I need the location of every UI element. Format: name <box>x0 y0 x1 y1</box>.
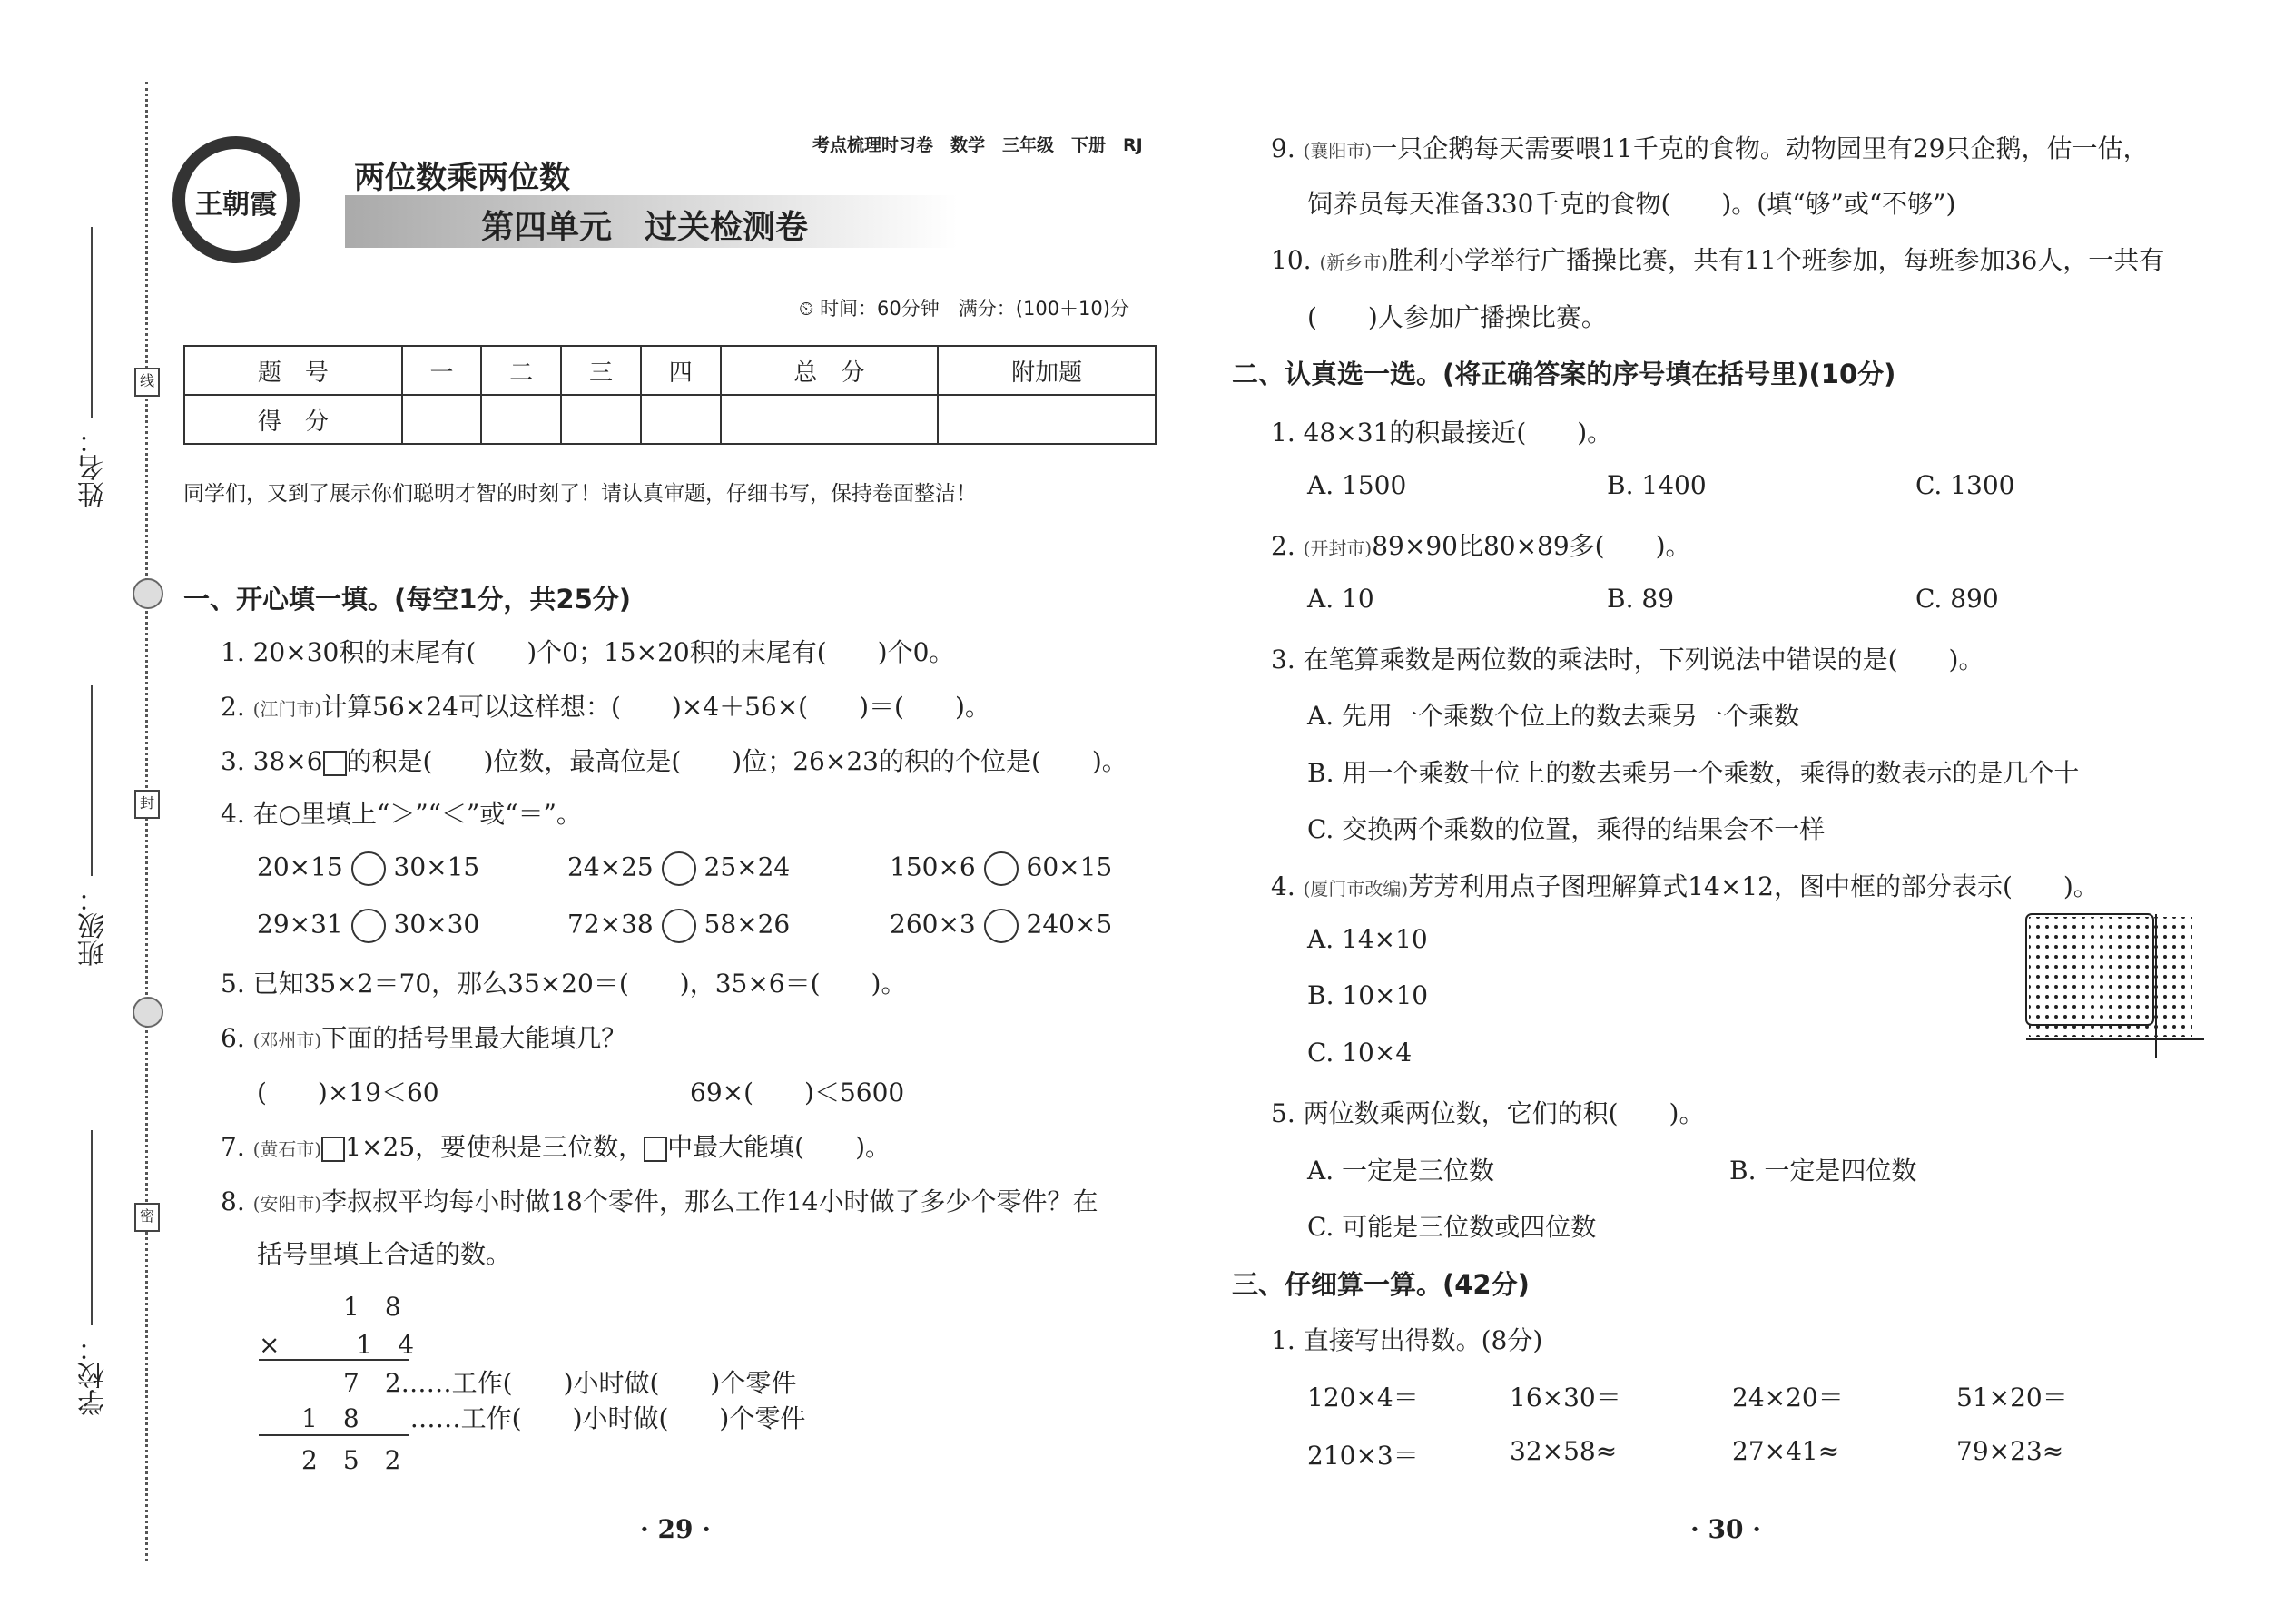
binding-line <box>145 82 148 1561</box>
score-table <box>183 345 1157 445</box>
name-field[interactable] <box>91 227 93 418</box>
option[interactable]: A. 10 <box>1307 584 1374 614</box>
question-5: 5. 已知35×2＝70，那么35×20＝( )，35×6＝( )。 <box>221 969 907 999</box>
dot-grid-figure <box>2024 912 2206 1062</box>
question-6b: 69×( )＜5600 <box>690 1078 905 1107</box>
compare-item: 20×15 30×15 <box>257 851 479 886</box>
page-number-left: · 29 · <box>640 1514 711 1544</box>
compare-item: 260×3 240×5 <box>890 909 1112 943</box>
vertical-calc-row: 7 2……工作( )小时做( )个零件 <box>343 1368 797 1398</box>
question-6: 6. (邓州市)下面的括号里最大能填几？ <box>221 1023 627 1053</box>
choice-question-5: 5. 两位数乘两位数，它们的积( )。 <box>1271 1098 1705 1128</box>
table-cell: 得 分 <box>184 395 402 444</box>
question-10: 10. (新乡市)胜利小学举行广播操比赛，共有11个班参加，每班参加36人，一共有 <box>1271 245 2165 275</box>
compare-item: 150×6 60×15 <box>890 851 1112 886</box>
school-label: 学校： <box>78 1334 110 1416</box>
table-cell: 四 <box>641 346 721 395</box>
question-1: 1. 20×30积的末尾有( )个0；15×20积的末尾有( )个0。 <box>221 637 955 667</box>
score-input[interactable] <box>402 395 482 444</box>
series-info: 考点梳理时习卷 数学 三年级 下册 RJ <box>812 135 1143 155</box>
calc-divider <box>259 1434 409 1436</box>
section-heading: 一、开心填一填。(每空1分，共25分) <box>183 584 632 615</box>
class-field[interactable] <box>91 685 93 876</box>
option[interactable]: B. 89 <box>1607 584 1675 614</box>
option[interactable]: C. 可能是三位数或四位数 <box>1307 1212 1597 1242</box>
score-input[interactable] <box>938 395 1156 444</box>
table-cell: 总 分 <box>721 346 939 395</box>
option[interactable]: A. 1500 <box>1307 470 1407 500</box>
mental-calc: 16×30＝ <box>1510 1383 1621 1412</box>
mental-calc: 79×23≈ <box>1956 1436 2064 1466</box>
vertical-calc-row: × 1 4 <box>259 1330 415 1360</box>
option[interactable]: A. 14×10 <box>1307 924 1428 954</box>
page-title: 第四单元 过关检测卷 <box>481 209 809 246</box>
binding-mark-xian: 线 <box>134 368 160 397</box>
name-label: 姓名： <box>78 427 110 508</box>
table-row <box>184 395 1156 444</box>
score-input[interactable] <box>641 395 721 444</box>
class-label: 班级： <box>78 885 110 967</box>
score-input[interactable] <box>561 395 641 444</box>
table-cell: 二 <box>481 346 561 395</box>
unit-subtitle: 两位数乘两位数 <box>354 160 570 196</box>
question-3: 3. 38×6 的积是( )位数，最高位是( )位；26×23的积的个位是( )。 <box>221 746 1127 776</box>
section-heading: 二、认真选一选。(将正确答案的序号填在括号里)(10分) <box>1232 359 1896 389</box>
compare-item: 29×31 30×30 <box>257 909 479 943</box>
binding-knot-icon <box>133 997 163 1028</box>
option[interactable]: C. 10×4 <box>1307 1038 1413 1068</box>
table-cell: 三 <box>561 346 641 395</box>
answer-circle[interactable] <box>351 909 386 943</box>
option[interactable]: B. 用一个乘数十位上的数去乘另一个乘数，乘得的数表示的是几个十 <box>1307 758 2080 788</box>
option[interactable]: B. 10×10 <box>1307 980 1429 1010</box>
answer-circle[interactable] <box>662 909 696 943</box>
score-input[interactable] <box>721 395 939 444</box>
option[interactable]: C. 交换两个乘数的位置，乘得的结果会不一样 <box>1307 814 1826 844</box>
compare-item: 72×38 58×26 <box>567 909 790 943</box>
mental-calc: 27×41≈ <box>1732 1436 1840 1466</box>
option[interactable]: B. 1400 <box>1607 470 1707 500</box>
table-row <box>184 346 1156 395</box>
calc-divider <box>259 1359 409 1361</box>
score-input[interactable] <box>481 395 561 444</box>
choice-question-1: 1. 48×31的积最接近( )。 <box>1271 418 1613 448</box>
question-8: 8. (安阳市)李叔叔平均每小时做18个零件，那么工作14小时做了多少个零件？在 <box>221 1186 1098 1216</box>
question-9: 9. (襄阳市)一只企鹅每天需要喂11千克的食物。动物园里有29只企鹅，估一估， <box>1271 133 2149 163</box>
option[interactable]: B. 一定是四位数 <box>1729 1156 1917 1186</box>
mental-calc: 210×3＝ <box>1307 1441 1419 1471</box>
choice-question-3: 3. 在笔算乘数是两位数的乘法时，下列说法中错误的是( )。 <box>1271 645 1984 674</box>
mental-calc: 51×20＝ <box>1956 1383 2068 1412</box>
question-4: 4. 在○里填上“＞”“＜”或“＝”。 <box>221 799 582 829</box>
vertical-calc-row: 1 8 <box>343 1292 401 1322</box>
question-2: 2. (江门市)计算56×24可以这样想：( )×4＋56×( )＝( )。 <box>221 692 990 722</box>
choice-question-4: 4. (厦门市改编)芳芳利用点子图理解算式14×12，图中框的部分表示( )。 <box>1271 871 2099 901</box>
answer-circle[interactable] <box>984 909 1019 943</box>
option[interactable]: A. 先用一个乘数个位上的数去乘另一个乘数 <box>1307 701 1800 731</box>
logo-icon <box>172 136 300 263</box>
table-cell: 一 <box>402 346 482 395</box>
answer-circle[interactable] <box>351 851 386 886</box>
option[interactable]: A. 一定是三位数 <box>1307 1156 1495 1186</box>
logo-text: 王朝霞 <box>195 189 277 221</box>
binding-mark-feng: 封 <box>134 790 160 819</box>
option[interactable]: C. 1300 <box>1915 470 2015 500</box>
answer-circle[interactable] <box>662 851 696 886</box>
compare-item: 24×25 25×24 <box>567 851 790 886</box>
binding-knot-icon <box>133 578 163 609</box>
question-10-cont: ( )人参加广播操比赛。 <box>1307 302 1607 332</box>
answer-circle[interactable] <box>984 851 1019 886</box>
table-cell: 题 号 <box>184 346 402 395</box>
mental-calc: 32×58≈ <box>1510 1436 1618 1466</box>
question-7: 7. (黄石市) 1×25，要使积是三位数， 中最大能填( )。 <box>221 1132 891 1162</box>
question-9-cont: 饲养员每天准备330千克的食物( )。(填“够”或“不够”) <box>1307 189 1956 219</box>
vertical-calc-row: 1 8 ……工作( )小时做( )个零件 <box>301 1403 806 1433</box>
intro-text: 同学们，又到了展示你们聪明才智的时刻了！请认真审题，仔细书写，保持卷面整洁！ <box>183 482 977 506</box>
page-number-right: · 30 · <box>1690 1514 1761 1544</box>
question-8-cont: 括号里填上合适的数。 <box>257 1239 512 1269</box>
question-6a: ( )×19＜60 <box>257 1078 439 1107</box>
exam-time: ⏲ 时间：60分钟 满分：(100＋10)分 <box>799 298 1129 320</box>
table-cell: 附加题 <box>938 346 1156 395</box>
vertical-calc-row: 2 5 2 <box>301 1445 401 1475</box>
option[interactable]: C. 890 <box>1915 584 1999 614</box>
section-heading: 三、仔细算一算。(42分) <box>1232 1269 1530 1300</box>
calc-question-1: 1. 直接写出得数。(8分) <box>1271 1325 1543 1355</box>
mental-calc: 24×20＝ <box>1732 1383 1844 1412</box>
school-field[interactable] <box>91 1130 93 1325</box>
mental-calc: 120×4＝ <box>1307 1383 1419 1412</box>
choice-question-2: 2. (开封市)89×90比80×89多( )。 <box>1271 531 1691 561</box>
binding-mark-mi: 密 <box>134 1203 160 1232</box>
